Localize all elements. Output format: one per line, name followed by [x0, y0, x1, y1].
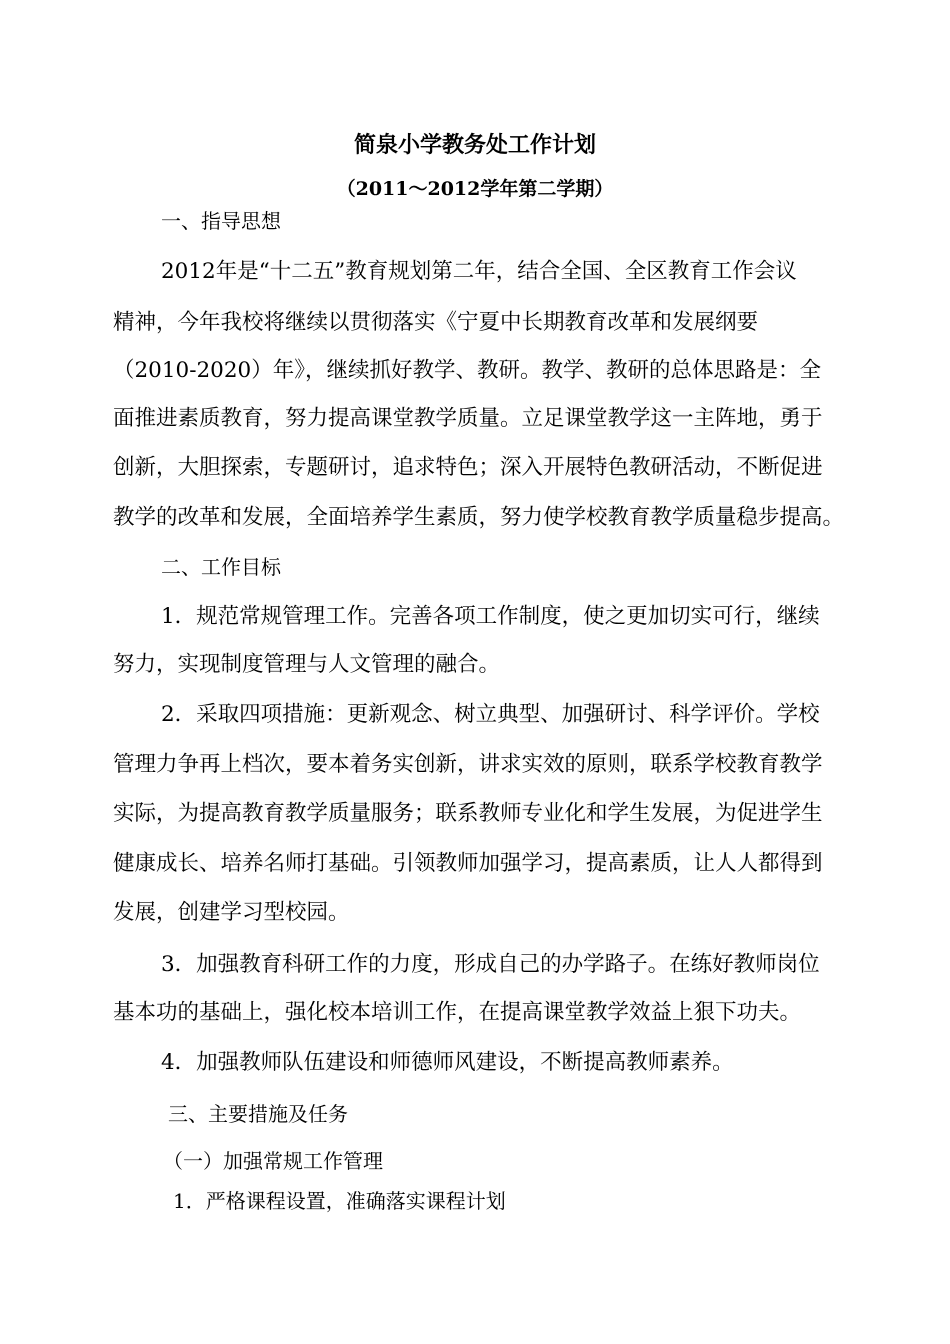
- list-item: 1．严格课程设置，准确落实课程计划: [173, 1189, 506, 1213]
- paragraph-line: 2．采取四项措施：更新观念、树立典型、加强研讨、科学评价。学校: [161, 702, 820, 727]
- paragraph-line: 3．加强教育科研工作的力度，形成自己的办学路子。在练好教师岗位: [161, 952, 820, 977]
- document-title: 简泉小学教务处工作计划: [353, 132, 596, 158]
- paragraph-line: 面推进素质教育，努力提高课堂教学质量。立足课堂教学这一主阵地，勇于: [113, 406, 823, 431]
- paragraph-line: 创新，大胆探索，专题研讨，追求特色；深入开展特色教研活动，不断促进: [113, 455, 823, 480]
- paragraph-line: 精神，今年我校将继续以贯彻落实《宁夏中长期教育改革和发展纲要: [113, 310, 759, 335]
- document-subtitle: （2011～2012学年第二学期）: [336, 178, 614, 200]
- paragraph-line: 实际，为提高教育教学质量服务；联系教师专业化和学生发展，为促进学生: [113, 801, 823, 826]
- paragraph-line: 管理力争再上档次，要本着务实创新，讲求实效的原则，联系学校教育教学: [113, 752, 823, 777]
- section-heading-work-goals: 二、工作目标: [161, 555, 281, 579]
- section-heading-main-measures: 三、主要措施及任务: [168, 1102, 348, 1126]
- subsection-heading: （一）加强常规工作管理: [163, 1149, 383, 1173]
- paragraph-line: 教学的改革和发展，全面培养学生素质，努力使学校教育教学质量稳步提高。: [113, 505, 845, 530]
- paragraph-line: （2010-2020）年》，继续抓好教学、教研。教学、教研的总体思路是：全: [113, 358, 821, 383]
- paragraph-line: 4．加强教师队伍建设和师德师风建设，不断提高教师素养。: [161, 1050, 734, 1075]
- paragraph-line: 1．规范常规管理工作。完善各项工作制度，使之更加切实可行，继续: [161, 604, 820, 629]
- paragraph-line: 健康成长、培养名师打基础。引领教师加强学习，提高素质，让人人都得到: [113, 851, 823, 876]
- paragraph-line: 基本功的基础上，强化校本培训工作，在提高课堂教学效益上狠下功夫。: [113, 1000, 802, 1025]
- section-heading-guiding-ideology: 一、指导思想: [161, 209, 281, 233]
- paragraph-line: 2012年是“十二五”教育规划第二年，结合全国、全区教育工作会议: [161, 259, 797, 284]
- paragraph-line: 发展，创建学习型校园。: [113, 900, 350, 925]
- paragraph-line: 努力，实现制度管理与人文管理的融合。: [113, 652, 501, 677]
